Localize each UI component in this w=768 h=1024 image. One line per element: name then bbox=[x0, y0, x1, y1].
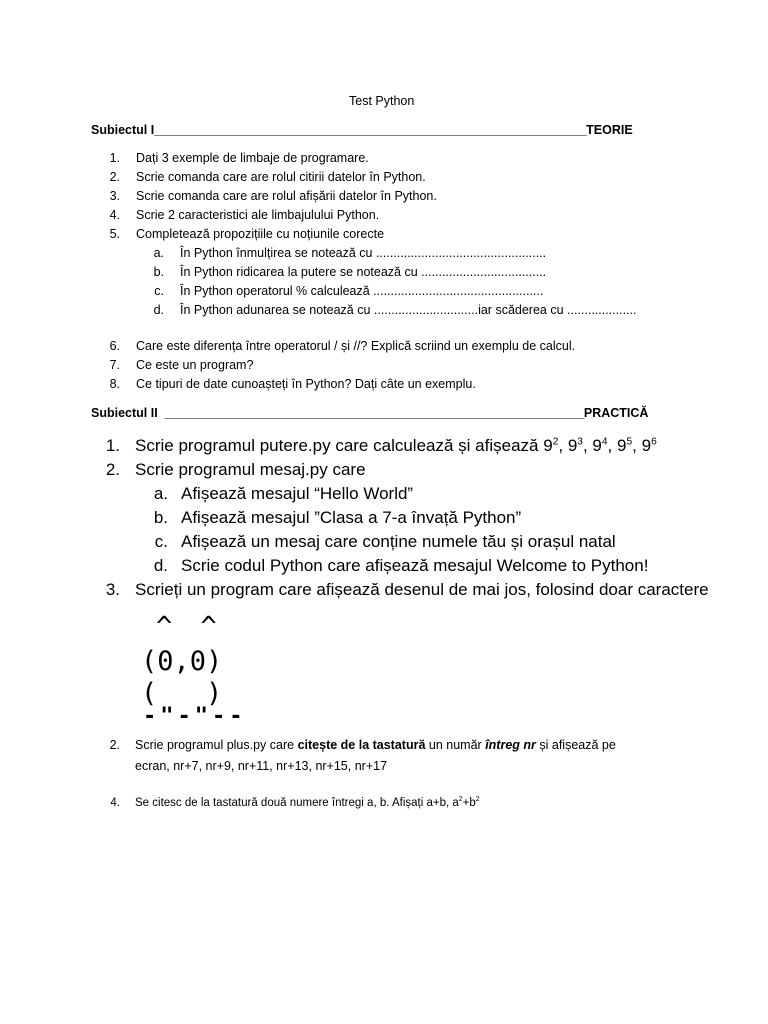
exp: 2 bbox=[458, 796, 463, 804]
item-text: Scrie comanda care are rolul citirii datelor în Python. bbox=[136, 170, 426, 184]
section1-label: Subiectul I bbox=[91, 123, 155, 137]
section2-underline: __________________________________________________________________ bbox=[164, 406, 584, 420]
item-letter: b. bbox=[153, 265, 164, 279]
power-base: 9 bbox=[543, 436, 553, 455]
item-text: În Python ridicarea la putere se notează cu .................................... bbox=[180, 265, 547, 279]
item-text: Afișează mesajul ”Clasa a 7-a învață Python” bbox=[181, 508, 522, 527]
ascii-line-body: ( ) bbox=[141, 678, 223, 709]
power-base: 9 bbox=[617, 436, 627, 455]
item-text: Ce tipuri de date cunoașteți în Python? Dați câte un exemplu. bbox=[136, 377, 476, 391]
text-bold-italic: întreg nr bbox=[485, 738, 536, 752]
item-letter: c. bbox=[154, 284, 164, 298]
section1-header bbox=[91, 123, 633, 137]
item-letter: b. bbox=[153, 508, 168, 527]
item-number: 1. bbox=[105, 436, 120, 455]
item-letter: c. bbox=[154, 532, 168, 551]
item-number: 7. bbox=[109, 358, 120, 372]
power-exp: 5 bbox=[626, 436, 633, 448]
item-text: În Python înmulțirea se notează cu ................................................. bbox=[180, 246, 547, 260]
item-number: 1. bbox=[109, 151, 120, 165]
power-base: 9 bbox=[567, 436, 578, 455]
power-sep: , bbox=[632, 436, 642, 455]
item-number: 5. bbox=[109, 227, 120, 241]
power-base: 9 bbox=[592, 436, 602, 455]
item-text: Scrie programul mesaj.py care bbox=[135, 460, 366, 479]
item-letter: d. bbox=[153, 303, 164, 317]
section1-tag: TEORIE bbox=[586, 123, 633, 137]
item-number: 2. bbox=[105, 460, 120, 479]
power-base: 9 bbox=[641, 436, 652, 455]
power-sep: , bbox=[582, 436, 593, 455]
ascii-line-ears: ^ ^ bbox=[156, 611, 223, 642]
item-text: Scrieți un program care afișează desenul de mai jos, folosind doar caractere bbox=[135, 580, 709, 599]
powers bbox=[543, 436, 657, 455]
power-exp: 4 bbox=[601, 436, 608, 448]
section2-tag: PRACTICĂ bbox=[583, 406, 649, 420]
section1-underline: ____________________________________________________________________ bbox=[154, 123, 587, 137]
question-plus-line2: ecran, nr+7, nr+9, nr+11, nr+13, nr+15, nr+17 bbox=[135, 759, 388, 773]
item-text: Completează propozițiile cu noțiunile corecte bbox=[136, 227, 385, 241]
item-number: 2. bbox=[109, 170, 120, 184]
item-number: 4. bbox=[109, 208, 120, 222]
item-number: 8. bbox=[109, 377, 120, 391]
item-text: Dați 3 exemple de limbaje de programare. bbox=[136, 151, 369, 165]
text-mid: un număr bbox=[425, 738, 486, 752]
item-text: Scrie 2 caracteristici ale limbajulului Python. bbox=[136, 208, 380, 222]
item-text: Afișează mesajul “Hello World” bbox=[181, 484, 414, 503]
section2-label: Subiectul II bbox=[91, 406, 158, 420]
power-sep: , bbox=[558, 436, 568, 455]
item-letter: a. bbox=[153, 246, 164, 260]
item-text bbox=[135, 436, 657, 456]
text-bold: citește de la tastatură bbox=[297, 738, 426, 752]
item-text: În Python operatorul % calculează ................................................. bbox=[180, 284, 544, 298]
text-post: și afișează pe bbox=[535, 738, 616, 752]
item-text bbox=[135, 738, 616, 752]
power-sep: , bbox=[607, 436, 617, 455]
item-number: 4. bbox=[110, 797, 120, 809]
item-text: Scrie codul Python care afișează mesajul Welcome to Python! bbox=[181, 556, 649, 575]
item-text bbox=[135, 797, 480, 809]
section2-header bbox=[91, 406, 648, 420]
page-title: Test Python bbox=[349, 94, 415, 108]
item-letter: a. bbox=[153, 484, 168, 503]
item-text: Ce este un program? bbox=[136, 358, 254, 372]
power-exp: 6 bbox=[651, 436, 657, 448]
power-exp: 3 bbox=[577, 436, 583, 448]
text-pre: Scrie programul plus.py care bbox=[135, 738, 298, 752]
item-letter: d. bbox=[153, 556, 168, 575]
item-text: Scrie comanda care are rolul afișării datelor în Python. bbox=[136, 189, 437, 203]
item-number: 6. bbox=[109, 339, 120, 353]
item-text: În Python adunarea se notează cu ..............................iar scăderea cu .................... bbox=[180, 303, 637, 317]
exp: 2 bbox=[475, 796, 480, 804]
item-text: Afișează un mesaj care conține numele tău și orașul natal bbox=[181, 532, 616, 551]
power-exp: 2 bbox=[552, 436, 559, 448]
item-text: Care este diferența între operatorul / și //? Explică scriind un exemplu de calcul. bbox=[136, 339, 576, 353]
text-main: Se citesc de la tastatură două numere întregi a, b. Afișați a+b, a bbox=[135, 797, 459, 809]
item-text-main: Scrie programul putere.py care calculează și afișează bbox=[135, 436, 539, 455]
item-number: 3. bbox=[109, 189, 120, 203]
item-number: 2. bbox=[109, 738, 120, 752]
ascii-line-feet: -"-"-- bbox=[143, 704, 247, 729]
item-number: 3. bbox=[105, 580, 120, 599]
text-mid: +b bbox=[462, 797, 476, 809]
ascii-line-eyes: (0,0) bbox=[141, 646, 223, 677]
